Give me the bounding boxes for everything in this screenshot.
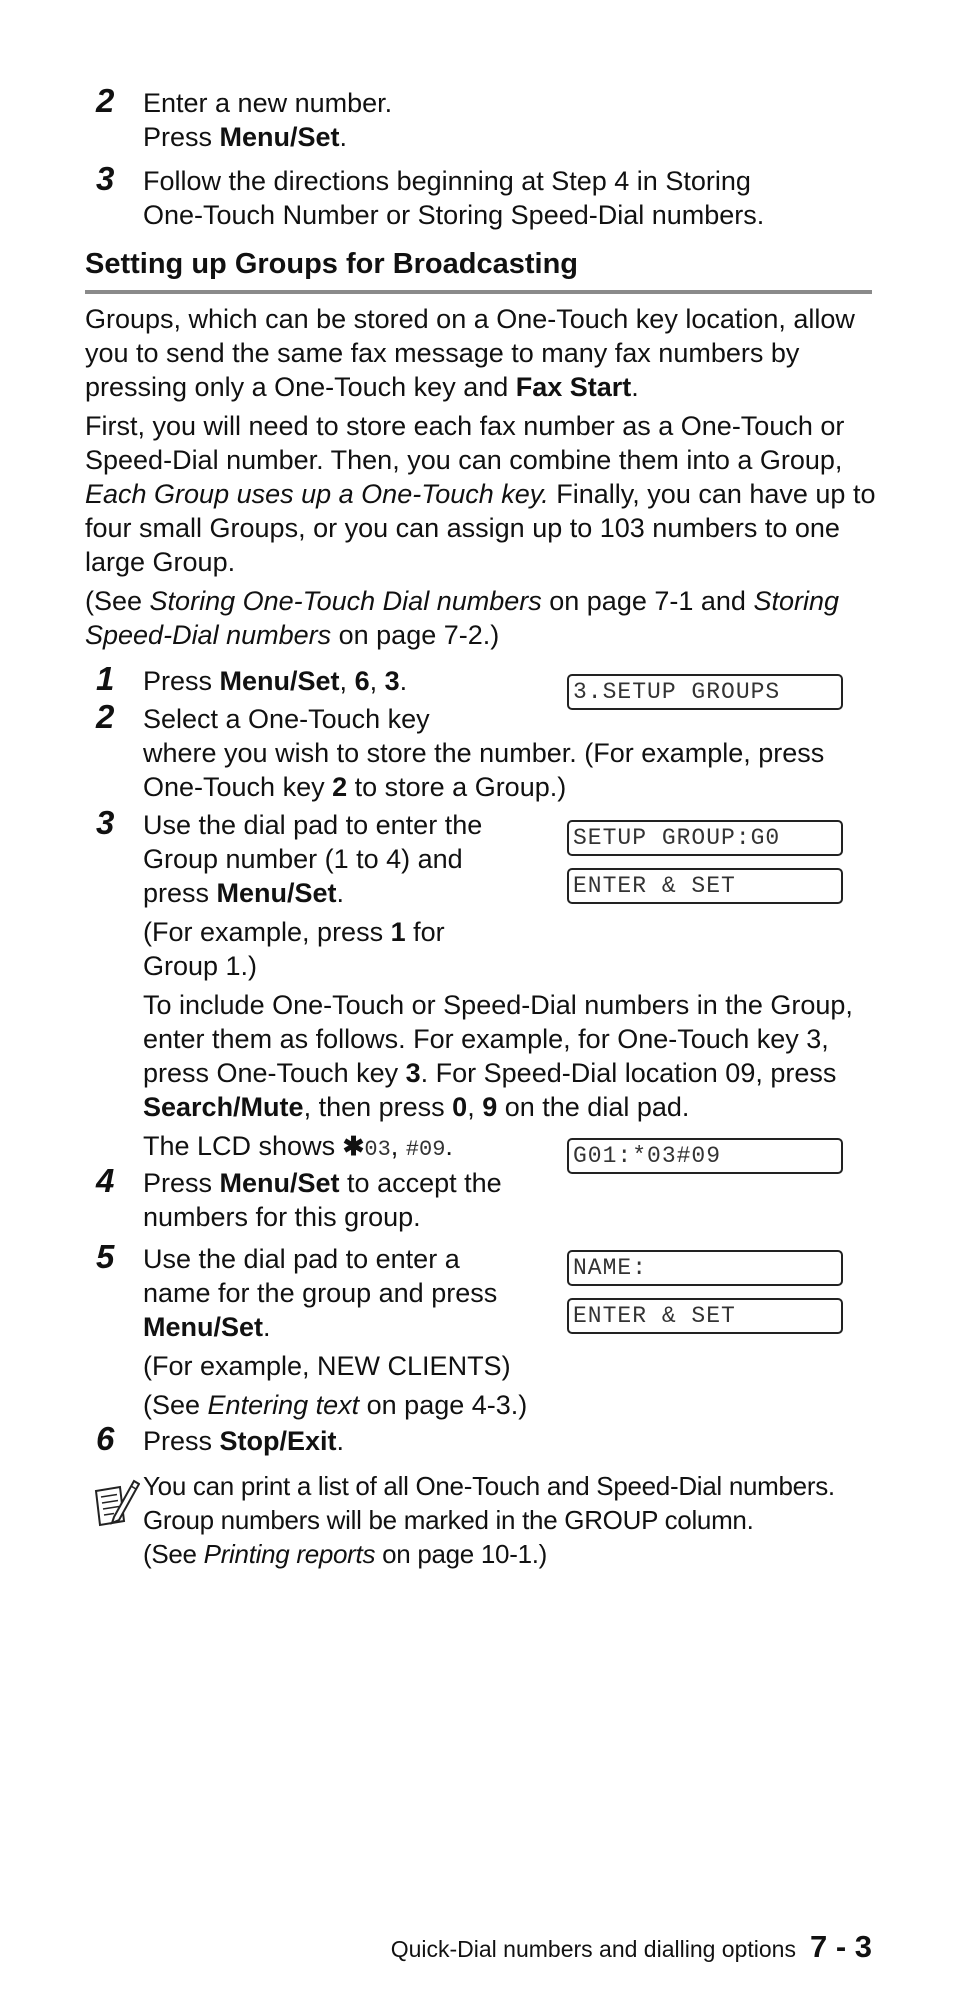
text-line: [143, 120, 392, 154]
text-line: numbers for this group.: [143, 1202, 421, 1232]
key-name: Stop/Exit: [219, 1426, 337, 1456]
text-line: Group number (1 to 4) and: [143, 844, 463, 874]
text-line: Group numbers will be marked in the GROUP column.: [143, 1505, 754, 1535]
footer-chapter-title: Quick-Dial numbers and dialling options: [390, 1936, 796, 1962]
star-symbol: ✱: [342, 1131, 365, 1161]
lcd-display: G01:*03#09: [567, 1138, 843, 1174]
text-line: [85, 584, 885, 618]
section-heading: Setting up Groups for Broadcasting: [85, 248, 579, 280]
text-line: One-Touch Number or Storing Speed-Dial numbers.: [143, 200, 765, 230]
key-name: Menu/Set: [219, 666, 340, 696]
emphasis: Each Group uses up a One-Touch key.: [85, 479, 549, 509]
text-run: Press: [143, 1168, 220, 1198]
text-line: Groups, which can be stored on a One-Touch key location, allow: [85, 304, 855, 334]
emphasis: Storing One-Touch Dial numbers: [149, 586, 542, 616]
text-run: ,: [390, 1131, 406, 1161]
step-text: [143, 808, 853, 1167]
page-footer: [391, 1930, 872, 1966]
text-run: press One-Touch key: [143, 1058, 406, 1088]
text-line: [143, 1056, 853, 1090]
intro-paragraph: [85, 409, 885, 579]
text-line: [143, 1090, 853, 1124]
text-run: .: [339, 122, 348, 152]
lcd-display: SETUP GROUP:G0: [567, 820, 843, 856]
step-text: [143, 1242, 527, 1422]
text-run: on page 4-3.): [359, 1390, 528, 1420]
text-run: on page 10-1.): [375, 1539, 548, 1569]
text-line: Use the dial pad to enter a: [143, 1244, 460, 1274]
text-line: enter them as follows. For example, for One-Touch key 3,: [143, 1024, 829, 1054]
text-line: Follow the directions beginning at Step 4 in Storing: [143, 166, 751, 196]
emphasis: Storing: [753, 586, 839, 616]
text-run: Press: [143, 1426, 220, 1456]
key-name: Search/Mute: [143, 1092, 304, 1122]
key-name: Menu/Set: [219, 122, 340, 152]
lcd-display: 3.SETUP GROUPS: [567, 674, 843, 710]
intro-paragraph: [85, 302, 885, 404]
emphasis: Printing reports: [203, 1539, 376, 1569]
text-line: large Group.: [85, 547, 236, 577]
step-number: 3: [96, 160, 115, 197]
text-line: First, you will need to store each fax number as a One-Touch or: [85, 411, 845, 441]
text-run: One-Touch key: [143, 772, 333, 802]
text-run: to store a Group.): [347, 772, 567, 802]
text-line: [143, 915, 853, 949]
step-number: 2: [96, 698, 115, 735]
text-line: name for the group and press: [143, 1278, 498, 1308]
text-line: [85, 370, 885, 404]
text-line: [143, 770, 824, 804]
step-number: 5: [96, 1238, 115, 1275]
text-run: (See: [143, 1390, 208, 1420]
heading-rule: [85, 290, 872, 294]
text-line: [143, 1537, 835, 1571]
text-line: [143, 1166, 502, 1200]
text-line: [143, 1388, 527, 1422]
key-name: Fax Start: [515, 372, 632, 402]
text-run: , then press: [303, 1092, 453, 1122]
text-line: [143, 1310, 527, 1344]
text-run: (See: [85, 586, 150, 616]
text-run: on the dial pad.: [497, 1092, 690, 1122]
step-text: [143, 164, 764, 232]
emphasis: Speed-Dial numbers: [85, 620, 332, 650]
step-number: 3: [96, 804, 115, 841]
step-text: [143, 86, 392, 154]
text-run: ,: [339, 666, 355, 696]
text-run: to accept the: [339, 1168, 502, 1198]
step-text: [143, 664, 407, 698]
text-run: (See: [143, 1539, 204, 1569]
text-run: ,: [369, 666, 385, 696]
text-run: Finally, you can have up to: [548, 479, 876, 509]
text-run: .: [445, 1131, 453, 1161]
lcd-display: NAME:: [567, 1250, 843, 1286]
note-pencil-icon: [90, 1477, 140, 1529]
page-number: 7 - 3: [809, 1929, 872, 1964]
text-run: for: [405, 917, 445, 947]
text-line: To include One-Touch or Speed-Dial numbers in the Group,: [143, 990, 853, 1020]
text-line: where you wish to store the number. (For example, press: [143, 738, 825, 768]
step-text: [143, 702, 824, 804]
text-line: Group 1.): [143, 951, 258, 981]
cross-reference: [85, 584, 885, 652]
key-name: Menu/Set: [216, 878, 337, 908]
text-run: ,: [467, 1092, 483, 1122]
key-name: Menu/Set: [219, 1168, 340, 1198]
text-line: (For example, NEW CLIENTS): [143, 1351, 511, 1381]
lcd-display: ENTER & SET: [567, 1298, 843, 1334]
text-line: You can print a list of all One-Touch and Speed-Dial numbers.: [143, 1471, 835, 1501]
lcd-display: ENTER & SET: [567, 868, 843, 904]
text-run: press: [143, 878, 217, 908]
text-line: four small Groups, or you can assign up to 103 numbers to one: [85, 513, 840, 543]
text-line: [85, 618, 885, 652]
text-run: Press: [143, 122, 220, 152]
key-name: Menu/Set: [143, 1312, 264, 1342]
key-name: 9: [482, 1092, 498, 1122]
key-name: 3: [384, 666, 400, 696]
text-run: (For example, press: [143, 917, 391, 947]
key-name: 3: [405, 1058, 421, 1088]
text-run: on page 7-2.): [331, 620, 500, 650]
step-number: 1: [96, 660, 115, 697]
key-name: 0: [452, 1092, 468, 1122]
key-name: 1: [390, 917, 406, 947]
text-run: . For Speed-Dial location 09, press: [420, 1058, 837, 1088]
text-line: [85, 477, 885, 511]
text-run: .: [631, 372, 639, 402]
lcd-code: 03: [364, 1137, 391, 1162]
key-name: 6: [354, 666, 370, 696]
text-line: Enter a new number.: [143, 88, 393, 118]
lcd-code: #09: [405, 1137, 446, 1162]
text-run: pressing only a One-Touch key and: [85, 372, 516, 402]
text-line: Speed-Dial number. Then, you can combine them into a Group,: [85, 445, 843, 475]
text-line: Use the dial pad to enter the: [143, 810, 483, 840]
text-line: you to send the same fax message to many fax numbers by: [85, 338, 800, 368]
text-run: .: [399, 666, 408, 696]
step-text: [143, 1424, 344, 1458]
key-name: 2: [332, 772, 348, 802]
text-line: Select a One-Touch key: [143, 704, 430, 734]
text-run: Press: [143, 666, 220, 696]
text-run: .: [336, 878, 345, 908]
step-text: [143, 1166, 502, 1234]
step-number: 6: [96, 1420, 115, 1457]
step-number: 4: [96, 1162, 115, 1199]
text-run: The LCD shows: [143, 1131, 343, 1161]
text-run: on page 7-1 and: [541, 586, 754, 616]
step-number: 2: [96, 82, 115, 119]
emphasis: Entering text: [207, 1390, 360, 1420]
text-run: .: [263, 1312, 271, 1342]
note-text: [143, 1469, 835, 1571]
text-run: .: [336, 1426, 345, 1456]
